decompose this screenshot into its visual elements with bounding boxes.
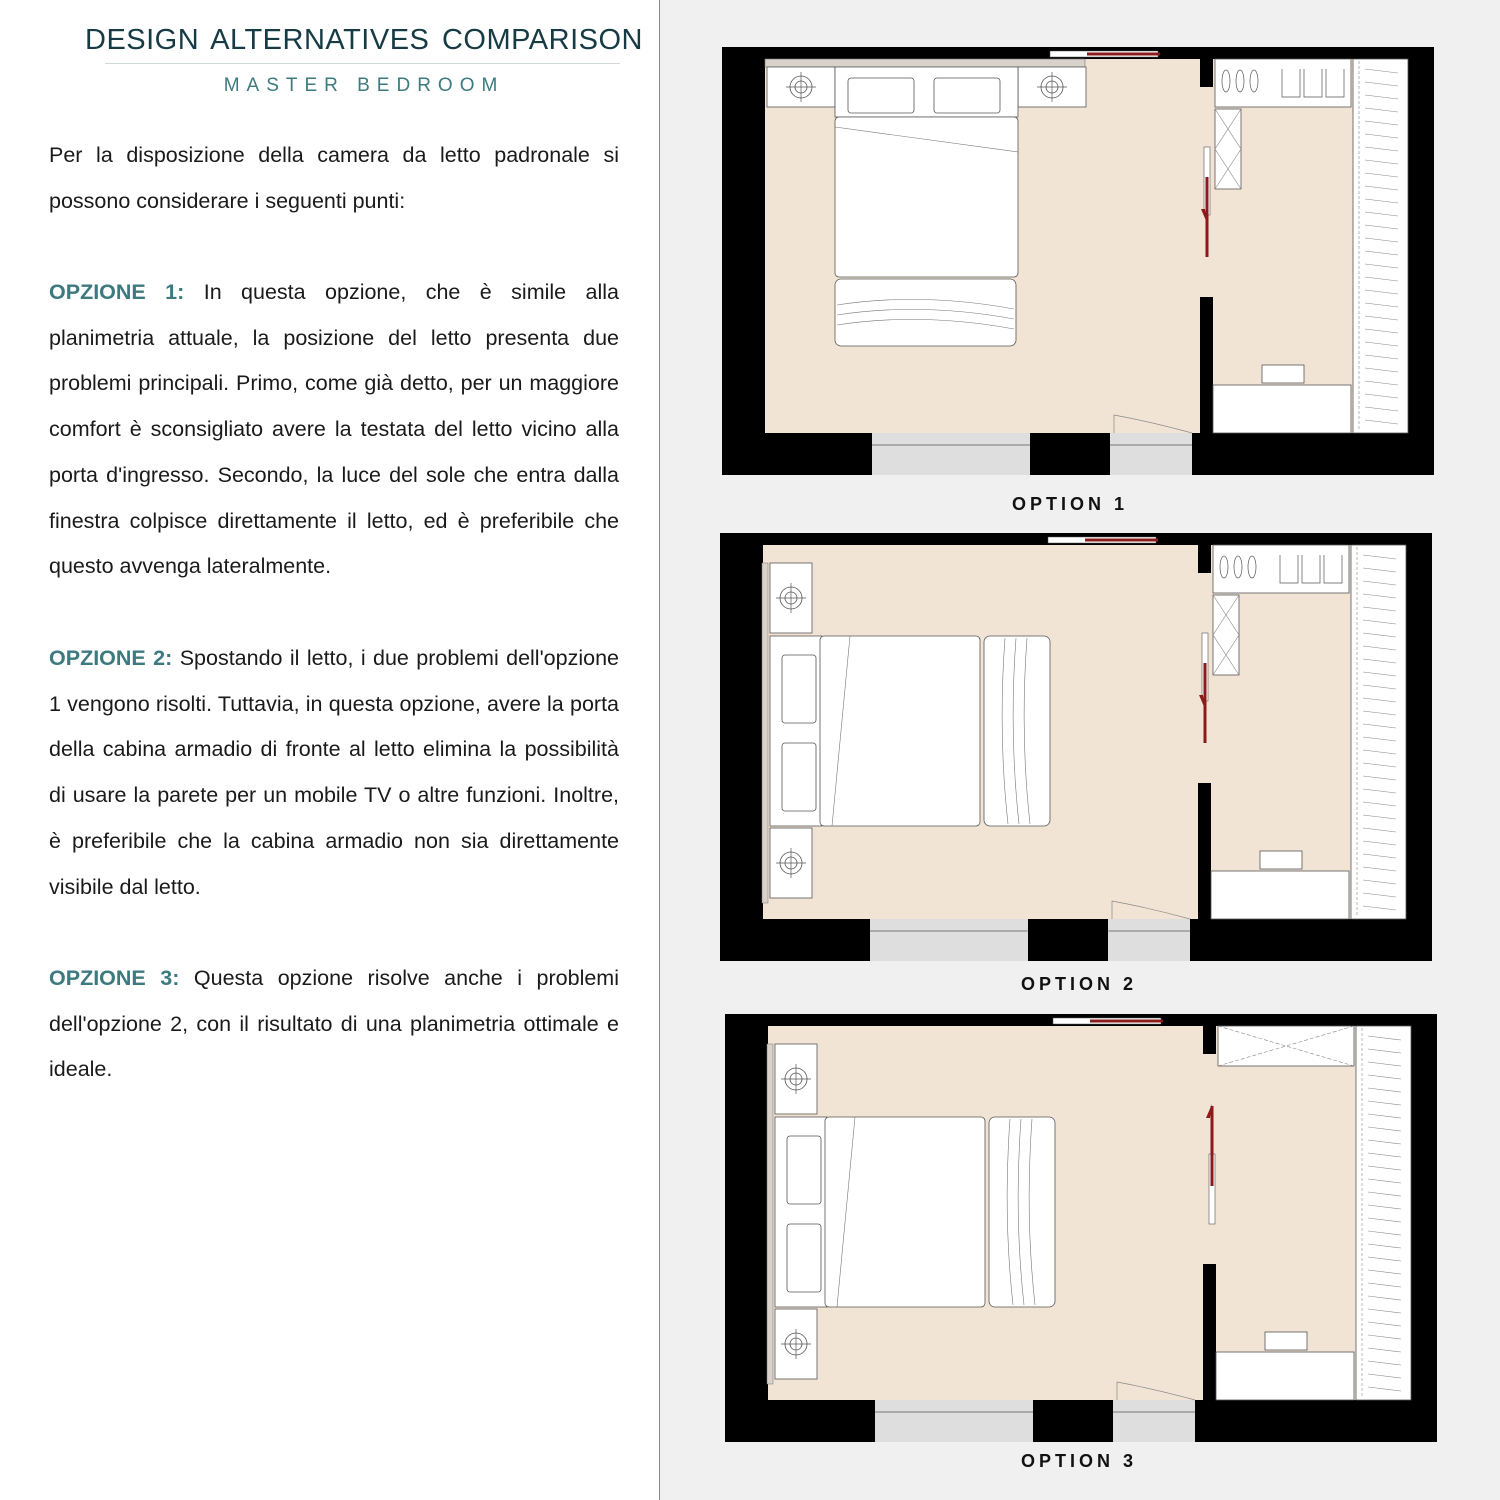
vanity-desk [1216, 1352, 1354, 1400]
bench [984, 636, 1050, 826]
headboard [762, 563, 768, 903]
pillow [934, 78, 1000, 113]
option2-label: OPZIONE 2: [49, 646, 173, 670]
title-divider [105, 63, 620, 64]
vanity-stool [1262, 365, 1304, 383]
page-title: DESIGN ALTERNATIVES COMPARISON [85, 24, 643, 56]
wardrobe [1351, 545, 1406, 919]
pillow [782, 655, 816, 723]
window-right [1113, 1400, 1195, 1442]
floor-plan-option-1 [722, 47, 1434, 475]
side-shelf [1215, 109, 1241, 189]
wardrobe [1356, 1026, 1411, 1400]
option1-body: In questa opzione, che è simile alla planimetria attuale, la posizione del letto presenta due problemi principali. Primo, come già detto, per un maggiore comfort è sconsigliato avere la testata del letto vicino alla porta d'ingresso. Secondo, la luce del sole che entra dalla finestra colpisce direttamente il letto, ed è preferibile che questo avvenga lateralmente. [49, 280, 619, 579]
floor-plan-option-3 [725, 1014, 1437, 1442]
shoe-cabinet [1215, 59, 1351, 107]
window-left [870, 919, 1028, 961]
pillow [787, 1136, 821, 1204]
window-left [875, 1400, 1033, 1442]
vanity-desk [1211, 871, 1349, 919]
option2-paragraph [49, 636, 619, 910]
option3-body: Questa opzione risolve anche i problemi dell'opzione 2, con il risultato di una planimetria ottimale e ideale. [49, 966, 619, 1082]
side-shelf [1213, 595, 1239, 675]
text-panel [0, 0, 658, 1500]
bed-mattress [825, 1117, 985, 1307]
vanity-stool [1260, 851, 1302, 869]
bed-mattress [820, 636, 980, 826]
plan-caption-1: OPTION 1 [1011, 494, 1128, 514]
bench [989, 1117, 1055, 1307]
bench [835, 279, 1016, 346]
page-subtitle: MASTER BEDROOM [223, 75, 505, 96]
intro-paragraph: Per la disposizione della camera da letto padronale si possono considerare i seguenti punti: [49, 143, 619, 213]
wardrobe [1353, 59, 1408, 433]
pillow [787, 1224, 821, 1292]
plan-caption-2: OPTION 2 [1020, 974, 1137, 994]
option3-paragraph [49, 956, 619, 1093]
window-right [1110, 433, 1192, 475]
vanity-desk [1213, 385, 1351, 433]
option1-paragraph [49, 270, 619, 590]
option1-label: OPZIONE 1: [49, 280, 185, 304]
window-left [872, 433, 1030, 475]
plan-caption-3: OPTION 3 [1020, 1451, 1137, 1471]
shoe-cabinet [1213, 545, 1349, 593]
pillow [782, 743, 816, 811]
option2-body: Spostando il letto, i due problemi dell'opzione 1 vengono risolti. Tuttavia, in questa opzione, avere la porta della cabina armadio di fronte al letto elimina la possibilità di usare la parete per un mobile TV o altre funzioni. Inoltre, è preferibile che la cabina armadio non sia direttamente visibile dal letto. [49, 646, 619, 899]
window-right [1108, 919, 1190, 961]
vanity-stool [1265, 1332, 1307, 1350]
headboard [767, 1044, 773, 1384]
bed-mattress [835, 117, 1018, 277]
floor-plan-option-2 [720, 533, 1432, 961]
pillow [848, 78, 914, 113]
option3-label: OPZIONE 3: [49, 966, 180, 990]
headboard [765, 59, 1085, 67]
